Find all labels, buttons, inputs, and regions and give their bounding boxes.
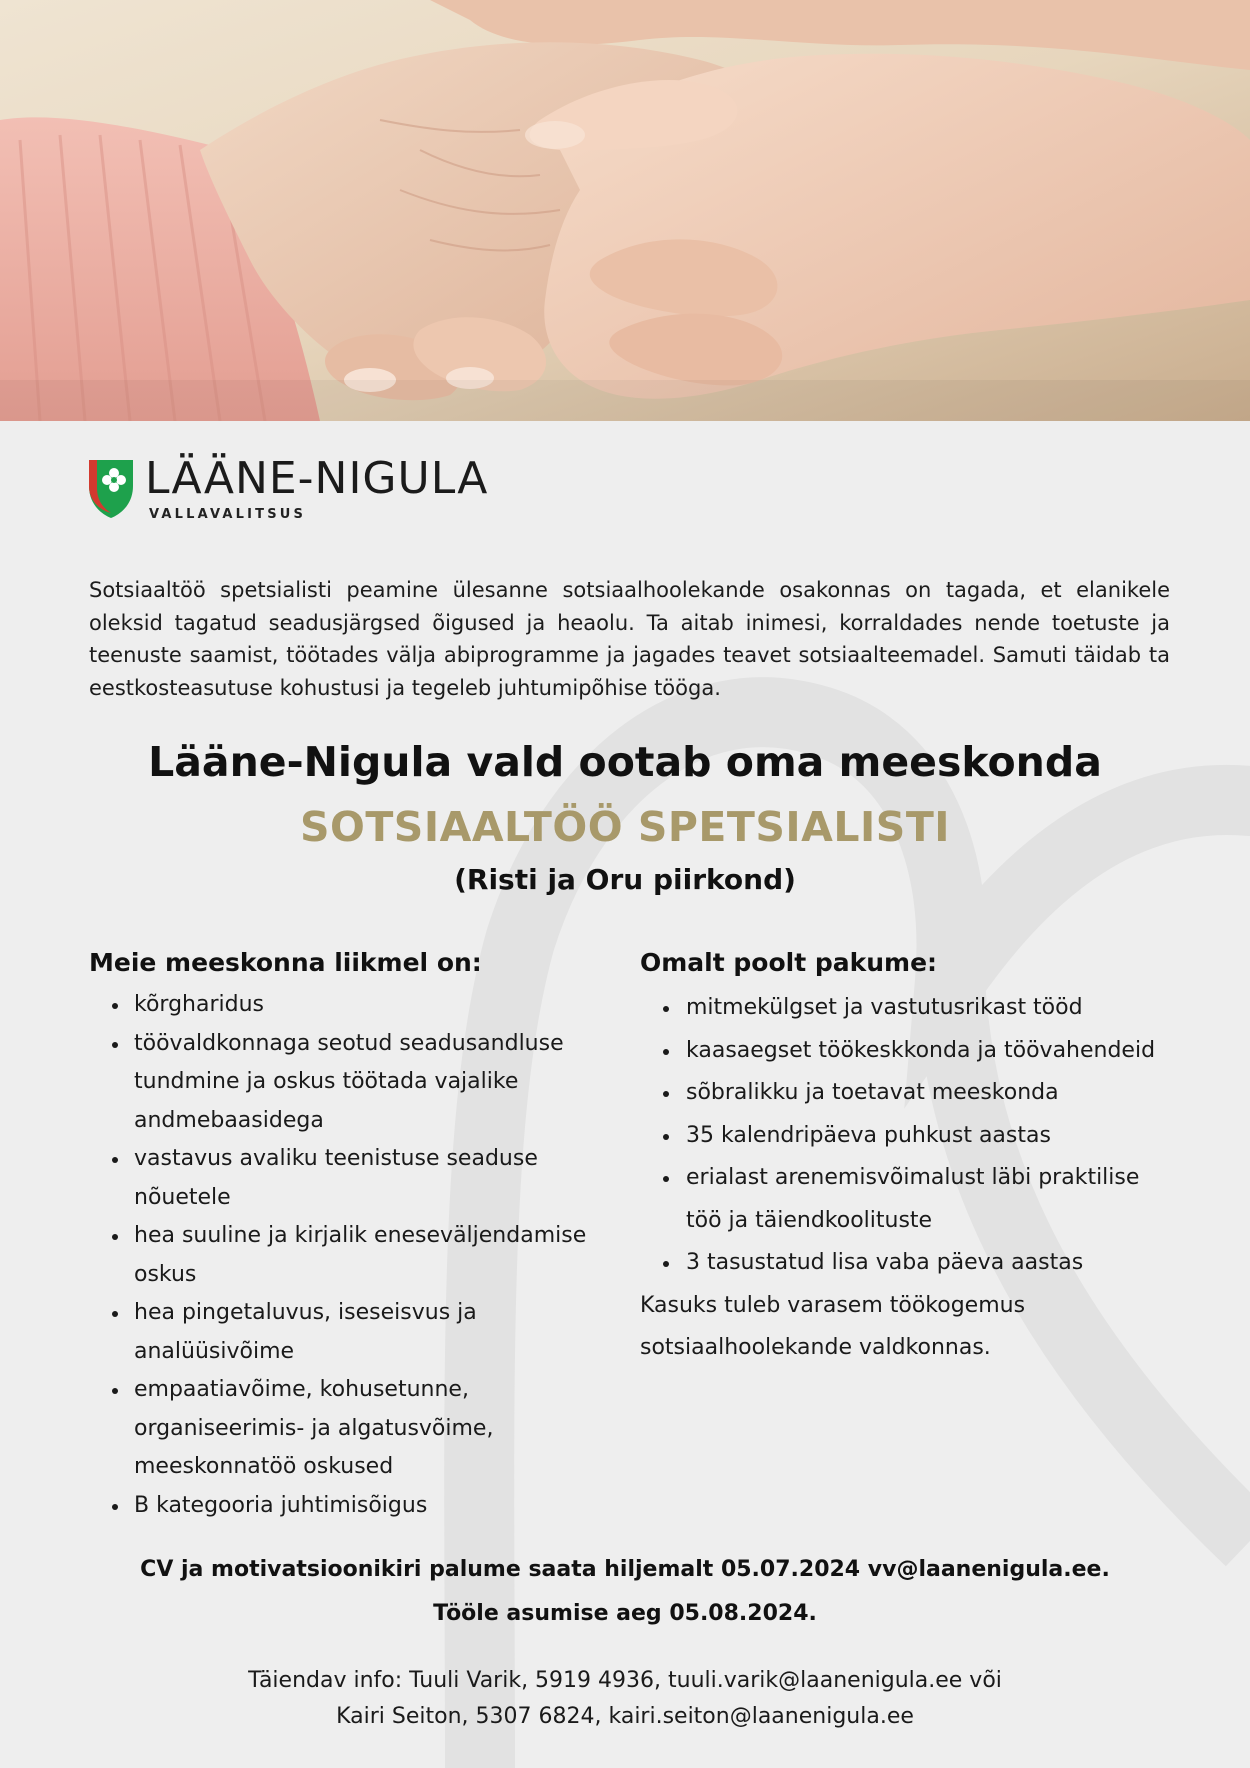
list-item: 3 tasustatud lisa vaba päeva aastas bbox=[651, 1242, 1180, 1285]
contact-line-2: Kairi Seiton, 5307 6824, kairi.seiton@laanenigula.ee bbox=[336, 1704, 914, 1729]
region-subtitle: (Risti ja Oru piirkond) bbox=[454, 863, 796, 896]
contact-line-1: Täiendav info: Tuuli Varik, 5919 4936, tuuli.varik@laanenigula.ee või bbox=[248, 1668, 1002, 1693]
offer-title: Omalt poolt pakume: bbox=[640, 948, 938, 977]
intro-paragraph: Sotsiaaltöö spetsialisti peamine ülesanne sotsiaalhoolekande osakonnas on tagada, et elanikele oleksid tagatud seadusjärgsed õigused ja heaolu. Ta aitab inimesi, korraldades nende toetuste ja teenuste saamist, töötades välja abiprogramme ja jagades teavet sotsiaalteemadel. Samuti täidab ta eestkosteasutuse kohustusi ja tegeleb juhtumipõhise tööga. bbox=[89, 578, 1170, 700]
list-item: 35 kalendripäeva puhkust aastas bbox=[651, 1115, 1180, 1158]
logo-subtitle: VALLAVALITSUS bbox=[149, 507, 307, 522]
job-title: SOTSIAALTÖÖ SPETSIALISTI bbox=[299, 803, 951, 851]
list-item: empaatiavõime, kohusetunne, organiseerimis- ja algatusvõime, meeskonnatöö oskused bbox=[89, 1371, 619, 1487]
requirements-title: Meie meeskonna liikmel on: bbox=[89, 948, 482, 977]
list-item: hea pingetaluvus, iseseisvus ja analüüsivõime bbox=[89, 1294, 619, 1371]
offer-section bbox=[640, 943, 1180, 1370]
list-item: hea suuline ja kirjalik eneseväljendamise oskus bbox=[89, 1217, 619, 1294]
application-instructions: CV ja motivatsioonikiri palume saata hiljemalt 05.07.2024 vv@laanenigula.ee. bbox=[140, 1557, 1110, 1582]
hero-photo bbox=[0, 0, 1250, 421]
offer-list bbox=[651, 987, 1180, 1285]
shield-icon bbox=[87, 458, 135, 520]
logo-name: LÄÄNE-NIGULA bbox=[145, 453, 489, 504]
list-item: kaasaegset töökeskkonda ja töövahendeid bbox=[651, 1030, 1180, 1073]
list-item: mitmekülgset ja vastutusrikast tööd bbox=[651, 987, 1180, 1030]
headline: Lääne-Nigula vald ootab oma meeskonda bbox=[148, 738, 1102, 786]
requirements-list bbox=[89, 986, 619, 1525]
list-item: erialast arenemisvõimalust läbi praktilise töö ja täiendkoolituste bbox=[651, 1157, 1180, 1242]
requirements-section bbox=[89, 943, 619, 1525]
list-item: B kategooria juhtimisõigus bbox=[89, 1487, 619, 1526]
list-item: sõbralikku ja toetavat meeskonda bbox=[651, 1072, 1180, 1115]
logo bbox=[87, 455, 587, 527]
list-item: vastavus avaliku teenistuse seaduse nõuetele bbox=[89, 1140, 619, 1217]
hands-illustration bbox=[0, 0, 1250, 421]
start-date: Tööle asumise aeg 05.08.2024. bbox=[433, 1601, 817, 1626]
experience-note: Kasuks tuleb varasem töökogemus sotsiaalhoolekande valdkonnas. bbox=[640, 1292, 1026, 1360]
list-item: töövaldkonnaga seotud seadusandluse tundmine ja oskus töötada vajalike andmebaasidega bbox=[89, 1025, 619, 1141]
list-item: kõrgharidus bbox=[89, 986, 619, 1025]
